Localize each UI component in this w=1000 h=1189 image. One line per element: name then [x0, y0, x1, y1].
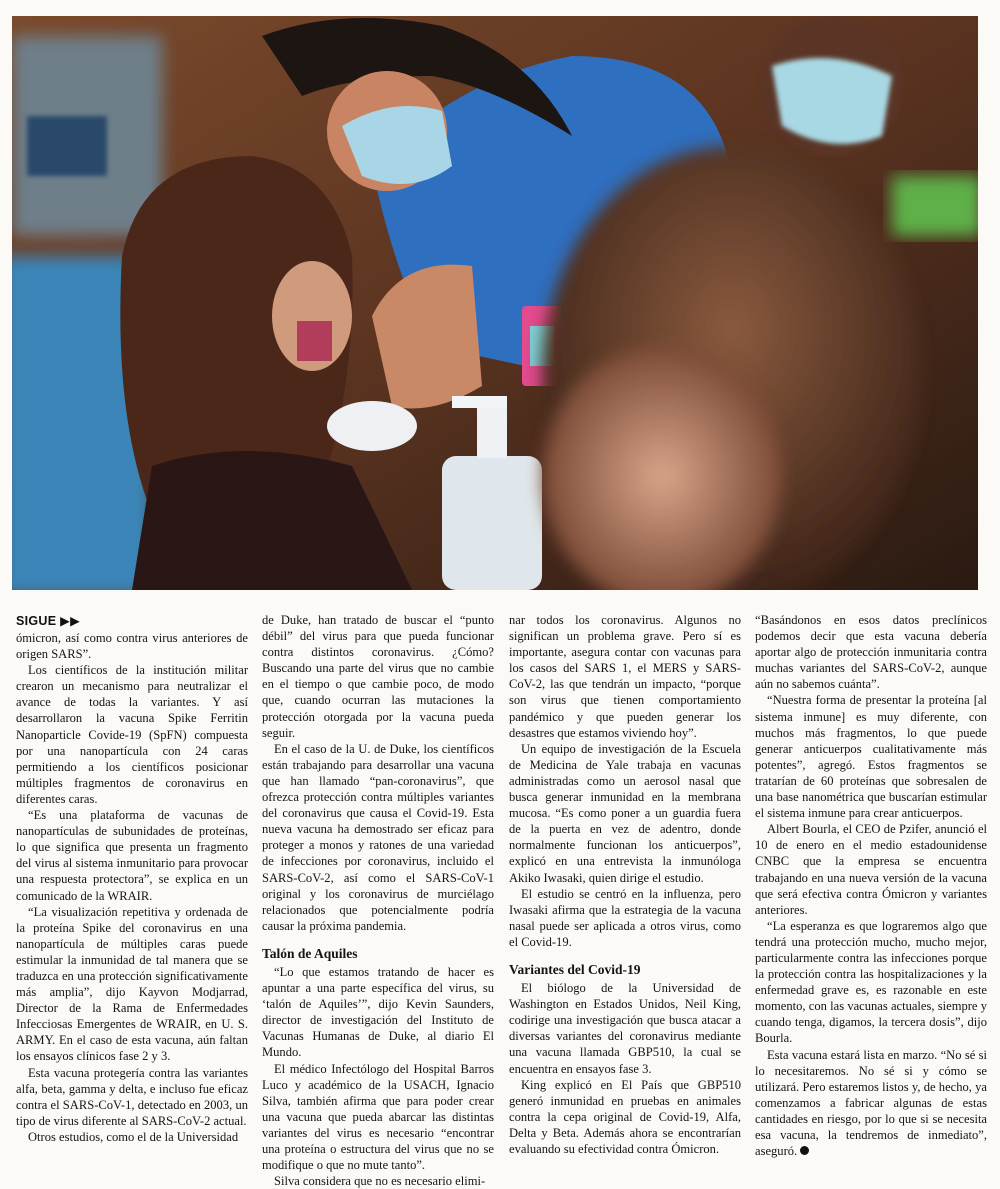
paragraph-text: Esta vacuna estará lista en marzo. “No sé si lo necesitaremos. No sé si y cómo se utilizará. Pero estaremos listos y, de hecho, ya comenzamos a fabricar algunas de estas cantidades en riesgo, por lo que si se necesita esa vacuna, la tendremos de inmediato”, aseguró.: [755, 1047, 987, 1159]
paragraph: de Duke, han tratado de buscar el “punto débil” del virus para que pueda funcionar contra distintos coronavirus. ¿Cómo? Buscando una parte del virus que no cambie en el tiempo o que cambie poco, de modo que, cuando ocurran las mutaciones la protección otorgada por la vacuna pueda seguir.: [262, 613, 494, 740]
article-column-4: [755, 612, 987, 1159]
continue-marker: SIGUE ▶▶: [16, 614, 80, 628]
vaccination-photo-illustration: [12, 16, 978, 590]
section-heading: Talón de Aquiles: [262, 945, 358, 961]
paragraph: King explicó en El País que GBP510 generó inmunidad en pruebas en animales contra la cepa original de Covid-19, Alfa, Delta y Beta. Además ahora se encontrarían evaluando su efectividad contra Ómicron.: [509, 1077, 741, 1156]
article-photo: [12, 16, 978, 590]
paragraph: “La esperanza es que lograremos algo que tendrá una protección mucho, mucho mejor, particularmente contra las infecciones porque la protección contra las hospitalizaciones y la enfermedad grave es, es razonable en este momento, con las vacunas actuales, siempre y cuando tenga, digamos, la tercera dosis”, dijo Bourla.: [755, 918, 987, 1046]
paragraph: El médico Infectólogo del Hospital Barros Luco y académico de la USACH, Ignacio Silva, también afirma que para poder crear una vacuna que pueda abarcar las distintas variantes del virus es necesario “encontrar una proteína o estructura del virus que no se modifique o que no mute tanto”.: [262, 1061, 494, 1173]
article-column-3: [509, 612, 741, 1157]
paragraph: “Lo que estamos tratando de hacer es apuntar a una parte específica del virus, su ‘talón de Aquiles’”, dijo Kevin Saunders, director de investigación del Instituto de Vacunas Humanas de Duke, al diario El Mundo.: [262, 964, 494, 1060]
paragraph: “La visualización repetitiva y ordenada de la proteína Spike del coronavirus en una nanopartícula de múltiples caras puede estimular la inmunidad de tal manera que se traduzca en una protección significativamente más amplia”, dijo Kayvon Modjarrad, Director de la Rama de Enfermedades Infecciosas Emergentes de WRAIR, en U. S. ARMY. En el caso de esta vacuna, aún faltan los ensayos clínicos fase 2 y 3.: [16, 904, 248, 1064]
article-column-2: [262, 612, 494, 1189]
paragraph: “Nuestra forma de presentar la proteína [al sistema inmune] es muy diferente, con muchos más fragmentos, lo que puede generar anticuerpos cualitativamente más potentes”, agregó. Estos fragmentos se tratarían de 60 proteínas que sobresalen de una base nanométrica que buscarían estimular el sistema inmune para crear anticuerpos.: [755, 693, 987, 821]
paragraph: Los científicos de la institución militar crearon un mecanismo para neutralizar el avance de todas la variantes. Y así desarrollaron la vacuna Spike Ferritin Nanoparticle Covide-19 (SpFN) compuesta por una nanopartícula con 24 caras permitiendo a los científicos posicionar múltiples fragmentos de coronavirus en diferentes caras.: [16, 663, 248, 806]
paragraph: Silva considera que no es necesario elimi-: [274, 1174, 486, 1189]
paragraph: ómicron, así como contra virus anteriores de origen SARS”.: [16, 631, 248, 662]
paragraph-last: [755, 1047, 987, 1160]
end-mark-icon: [800, 1146, 809, 1155]
article-column-1: [16, 630, 248, 1145]
section-heading: Variantes del Covid-19: [509, 961, 641, 977]
paragraph: En el caso de la U. de Duke, los científicos están trabajando para desarrollar una vacuna que han llamado “pan-coronavirus”, que ofrezca protección contra múltiples variantes del coronavirus que causa el Covid-19. Esta nueva vacuna ha demostrado ser eficaz para proteger a monos y ratones de una variedad de infecciones por coronavirus, incluido el SARS-CoV-2, así como el SARS-CoV-1 original y los coronavirus de murciélago relacionados que potencialmente podría causar la próxima pandemia.: [262, 741, 494, 933]
paragraph: Esta vacuna protegería contra las variantes alfa, beta, gamma y delta, e incluso fue eficaz contra el SARS-CoV-1, detectado en 2003, un tipo de virus diferente al SARS-CoV-2 actual.: [16, 1065, 248, 1128]
paragraph: Albert Bourla, el CEO de Pzifer, anunció el 10 de enero en el medio estadounidense CNBC que la empresa se encuentra trabajando en una nueva versión de la vacuna que será efectiva contra Ómicron y variantes anteriores.: [755, 822, 987, 917]
paragraph: “Basándonos en esos datos preclínicos podemos decir que esta vacuna debería aportar algo de protección inmunitaria contra muchas variantes del SARS-CoV-2, aunque aún no sabemos cuánta”.: [755, 613, 987, 692]
paragraph: El estudio se centró en la influenza, pero Iwasaki afirma que la estrategia de la vacuna nasal puede ser aplicada a otros virus, como el Covid-19.: [509, 886, 741, 949]
paragraph: “Es una plataforma de vacunas de nanopartículas de subunidades de proteínas, lo que significa que presenta un fragmento del virus al sistema inmunitario para provocar una respuesta protectora”, se explica en un comunicado de la WRAIR.: [16, 808, 248, 903]
paragraph: El biólogo de la Universidad de Washington en Estados Unidos, Neil King, codirige una investigación que busca atacar a diversas variantes del coronavirus mediante una vacuna llamada GBP510, la cual se encuentra en ensayos fase 3.: [509, 981, 741, 1076]
paragraph: Un equipo de investigación de la Escuela de Medicina de Yale trabaja en vacunas administradas como un aerosol nasal que busca generar inmunidad en la membrana mucosa. “Es como poner a un guardia fuera de la puerta en vez de adentro, donde normalmente funcionan los anticuerpos”, explicó en una entrevista la inmunóloga Akiko Iwasaki, quien dirige el estudio.: [509, 741, 741, 885]
paragraph: Otros estudios, como el de la Universidad: [28, 1129, 239, 1144]
paragraph: nar todos los coronavirus. Algunos no significan un problema grave. Pero sí es importante, asegura contar con vacunas para los casos del SARS 1, el MERS y SARS-CoV-2, las que tendrán un impacto, “porque son virus que tienen comportamiento pandémico y que pueden generar los desastres que estamos viviendo hoy”.: [509, 613, 741, 740]
